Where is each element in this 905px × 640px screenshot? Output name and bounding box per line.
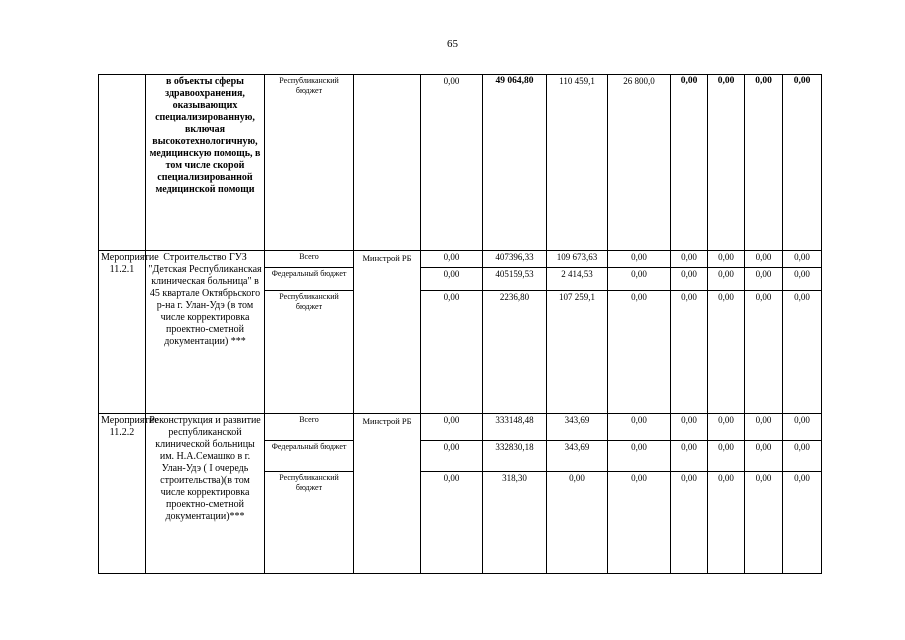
- value: 0,00: [783, 441, 821, 472]
- executor: Минстрой РБ: [354, 251, 421, 414]
- value: 110 459,1: [559, 76, 595, 86]
- value: 0,00: [783, 268, 821, 291]
- value: 0,00: [608, 268, 670, 291]
- value: 405159,53: [483, 268, 546, 291]
- value: 332830,18: [483, 441, 546, 472]
- funding-source: Республиканский бюджет: [279, 76, 339, 95]
- value: 0,00: [631, 473, 647, 483]
- value-cell: [421, 251, 483, 414]
- value-cell: [547, 414, 608, 574]
- value-cell: [745, 251, 783, 414]
- value: 0,00: [717, 76, 735, 86]
- value-cell: [483, 251, 547, 414]
- value: 0,00: [793, 76, 811, 86]
- value: 333148,48: [483, 414, 546, 441]
- value: 0,00: [608, 251, 670, 268]
- value: 0,00: [708, 268, 744, 291]
- value: 0,00: [718, 292, 734, 302]
- value: 0,00: [745, 268, 782, 291]
- table-body: [99, 75, 822, 574]
- funding-source-cell: [265, 75, 354, 251]
- value: 0,00: [671, 251, 707, 268]
- value-cell: [671, 251, 708, 414]
- measure-id: Мероприятие 11.2.1: [99, 251, 146, 414]
- value: 0,00: [783, 251, 821, 268]
- value: 0,00: [443, 473, 460, 483]
- value-cell: [783, 414, 822, 574]
- value: 0,00: [681, 473, 697, 483]
- table-row: [99, 251, 822, 414]
- value: 343,69: [547, 441, 607, 472]
- value: 0,00: [755, 292, 772, 302]
- value-cell: [745, 75, 783, 251]
- funding-source: Федеральный бюджет: [265, 441, 353, 472]
- funding-source: Всего: [265, 414, 353, 441]
- value-cell: [708, 251, 745, 414]
- measure-id: [99, 75, 146, 251]
- value: 2 414,53: [547, 268, 607, 291]
- value: 0,00: [569, 473, 585, 483]
- funding-source: Республиканский бюджет: [279, 473, 339, 492]
- value: 0,00: [443, 76, 460, 86]
- value: 0,00: [708, 251, 744, 268]
- value: 0,00: [783, 414, 821, 441]
- value-cell: [671, 414, 708, 574]
- value: 109 673,63: [547, 251, 607, 268]
- value: 0,00: [421, 441, 482, 472]
- value: 0,00: [745, 414, 782, 441]
- value: 0,00: [421, 414, 482, 441]
- value: 0,00: [671, 441, 707, 472]
- value-cell: [547, 251, 608, 414]
- executor: [354, 75, 421, 251]
- value: 0,00: [680, 76, 698, 86]
- value-cell: [547, 75, 608, 251]
- value-cell: [708, 414, 745, 574]
- value: 0,00: [794, 473, 810, 483]
- funding-source-cell: [265, 251, 354, 414]
- measure-name: в объекты сферы здравоохранения, оказывающих специализированную, включая высокотехнологичную, медицинскую помощь, в том числе скорой специализированной медицинской помощи: [146, 75, 265, 251]
- value: 0,00: [631, 292, 647, 302]
- measure-name: Строительство ГУЗ "Детская Республиканская клиническая больница" в 45 квартале Октябрьского р-на г. Улан-Удэ (в том числе корректировка проектно-сметной документации) ***: [146, 251, 265, 414]
- value: 0,00: [421, 268, 482, 291]
- value: 0,00: [443, 292, 460, 302]
- value: 0,00: [608, 414, 670, 441]
- value: 0,00: [718, 473, 734, 483]
- value: 49 064,80: [495, 76, 534, 86]
- value: 0,00: [671, 414, 707, 441]
- value-cell: [671, 75, 708, 251]
- value: 318,30: [502, 473, 527, 483]
- value: 2236,80: [499, 292, 530, 302]
- value-cell: [783, 75, 822, 251]
- value-cell: [421, 75, 483, 251]
- value-cell: [708, 75, 745, 251]
- measure-id: Мероприятие 11.2.2: [99, 414, 146, 574]
- table-row: [99, 414, 822, 574]
- value-cell: [483, 414, 547, 574]
- funding-source-cell: [265, 414, 354, 574]
- value: 0,00: [745, 251, 782, 268]
- value-cell: [745, 414, 783, 574]
- value: 0,00: [608, 441, 670, 472]
- value: 0,00: [755, 473, 772, 483]
- value: 26 800,0: [623, 76, 655, 86]
- table-row: [99, 75, 822, 251]
- value: 0,00: [708, 414, 744, 441]
- value-cell: [608, 75, 671, 251]
- value: 0,00: [421, 251, 482, 268]
- value: 0,00: [681, 292, 697, 302]
- value-cell: [608, 251, 671, 414]
- funding-source: Федеральный бюджет: [265, 268, 353, 291]
- value: 407396,33: [483, 251, 546, 268]
- funding-source: Республиканский бюджет: [279, 292, 339, 311]
- budget-table: [98, 74, 822, 574]
- page-number: 65: [447, 38, 458, 50]
- measure-name: Реконструкция и развитие республиканской клинической больницы им. Н.А.Семашко в г. Улан-Удэ ( I очередь строительства)(в том числе корректировка проектно-сметной документации)***: [146, 414, 265, 574]
- value: 343,69: [547, 414, 607, 441]
- executor: Минстрой РБ: [354, 414, 421, 574]
- value-cell: [783, 251, 822, 414]
- value: 107 259,1: [559, 292, 595, 302]
- value: 0,00: [794, 292, 810, 302]
- funding-source: Всего: [265, 251, 353, 268]
- value: 0,00: [708, 441, 744, 472]
- value-cell: [483, 75, 547, 251]
- value: 0,00: [755, 76, 772, 86]
- value-cell: [421, 414, 483, 574]
- value-cell: [608, 414, 671, 574]
- value: 0,00: [745, 441, 782, 472]
- value: 0,00: [671, 268, 707, 291]
